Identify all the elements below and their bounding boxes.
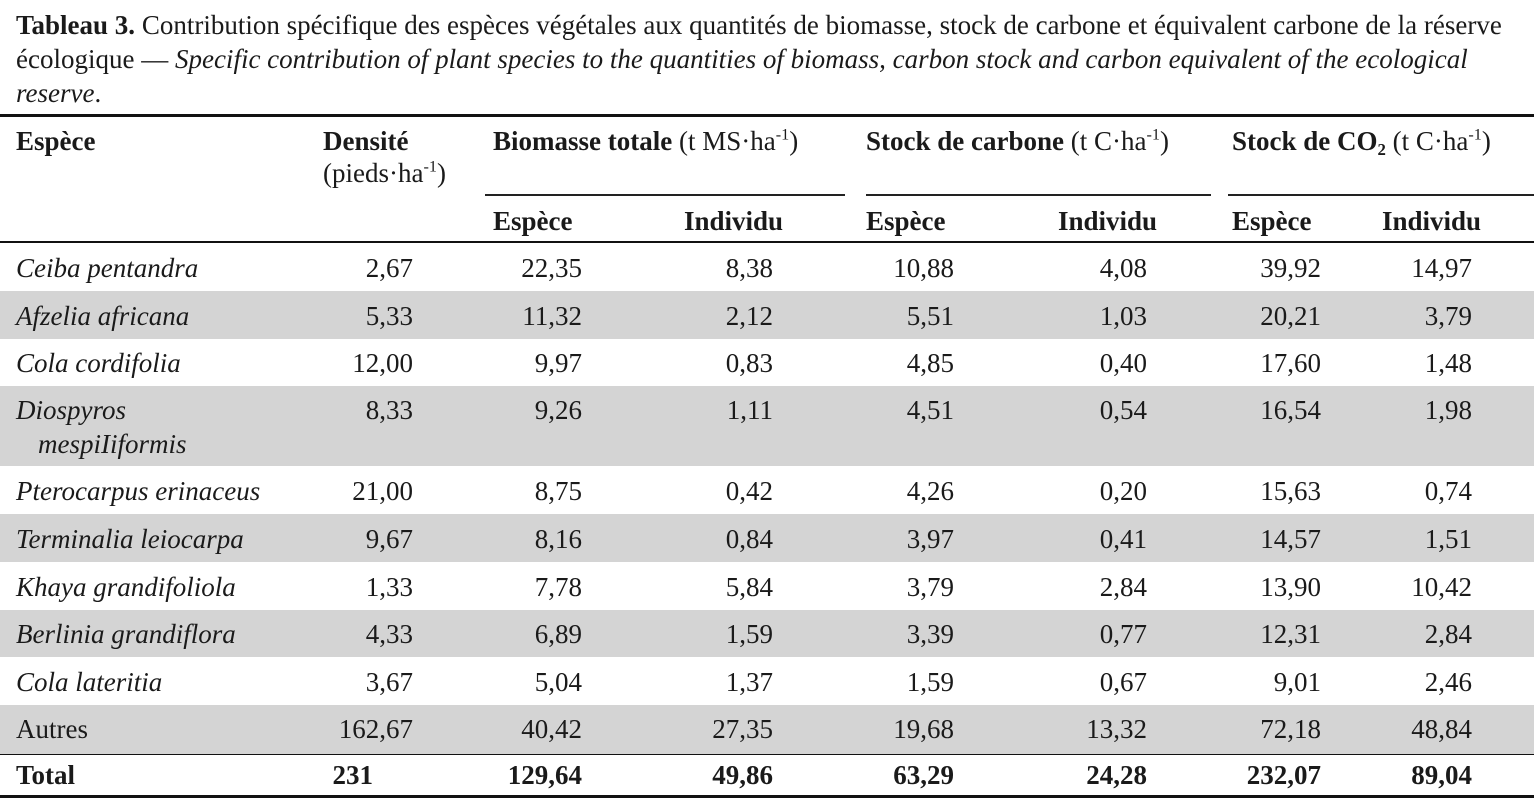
biomass-species-value: 8,16 [534, 524, 582, 554]
biomass-species-value: 40,42 [521, 714, 582, 744]
carbon-individual-value: 0,41 [1099, 524, 1147, 554]
table-row [0, 562, 1534, 610]
total-biomass-individual: 49,86 [712, 760, 773, 790]
header-biomass-species: Espèce [493, 206, 573, 236]
species-name: Khaya grandifoliola [16, 572, 236, 602]
caption-end: . [94, 78, 102, 108]
co2-individual-value: 3,79 [1424, 301, 1472, 331]
density-value: 1,33 [365, 572, 413, 602]
species-name: Terminalia leiocarpa [16, 524, 244, 554]
species-name: Afzelia africana [16, 301, 190, 331]
density-value: 8,33 [365, 395, 413, 425]
table-row [0, 466, 1534, 514]
table-row [0, 243, 1534, 291]
co2-individual-value: 14,97 [1411, 253, 1472, 283]
biomass-species-value: 11,32 [522, 301, 582, 331]
density-value: 4,33 [365, 619, 413, 649]
co2-species-value: 72,18 [1260, 714, 1321, 744]
co2-species-value: 15,63 [1260, 476, 1321, 506]
biomass-species-value: 7,78 [534, 572, 582, 602]
carbon-species-value: 3,79 [906, 572, 954, 602]
carbon-individual-value: 2,84 [1099, 572, 1147, 602]
carbon-individual-value: 0,67 [1099, 667, 1147, 697]
carbon-species-value: 4,26 [906, 476, 954, 506]
biomass-species-value: 9,26 [534, 395, 582, 425]
biomass-species-value: 9,97 [534, 348, 582, 378]
table-top-rule [0, 114, 1534, 117]
carbon-individual-value: 0,20 [1099, 476, 1147, 506]
total-row [0, 755, 1534, 795]
total-label: Total [16, 760, 76, 790]
biomass-species-value: 5,04 [534, 667, 582, 697]
biomass-individual-value: 0,83 [725, 348, 773, 378]
carbon-individual-value: 1,03 [1099, 301, 1147, 331]
co2-individual-value: 2,84 [1424, 619, 1472, 649]
table-row [0, 339, 1534, 386]
biomass-individual-value: 1,59 [725, 619, 773, 649]
species-name: Ceiba pentandra [16, 253, 199, 283]
caption-text-fr: Contribution spécifique des espèces végétales aux quantités de biomasse, stock de carbone et équivalent carbone de la réserve écologique — [16, 10, 1502, 74]
co2-species-value: 12,31 [1260, 619, 1321, 649]
co2-species-value: 20,21 [1260, 301, 1321, 331]
co2-species-value: 13,90 [1260, 572, 1321, 602]
header-density: Densité $(pieds\cdot ha^{-1})$ [323, 126, 446, 188]
caption-label: Tableau 3. [16, 10, 136, 40]
carbon-individual-value: 0,77 [1099, 619, 1147, 649]
species-name: Pterocarpus erinaceus [16, 476, 261, 506]
table-row [0, 705, 1534, 754]
biomass-species-value: 8,75 [534, 476, 582, 506]
table-row [0, 657, 1534, 705]
co2-individual-value: 48,84 [1411, 714, 1472, 744]
total-carbon-species: 63,29 [893, 760, 954, 790]
biomass-individual-value: 5,84 [725, 572, 773, 602]
biomass-individual-value: 8,38 [725, 253, 773, 283]
co2-species-value: 9,01 [1273, 667, 1321, 697]
carbon-species-value: 3,97 [906, 524, 954, 554]
co2-species-value: 17,60 [1260, 348, 1321, 378]
species-name: Autres [16, 714, 88, 744]
species-name: Berlinia grandiflora [16, 619, 236, 649]
density-value: 12,00 [352, 348, 413, 378]
carbon-species-value: 3,39 [906, 619, 954, 649]
co2-species-value: 14,57 [1260, 524, 1321, 554]
table-row [0, 514, 1534, 562]
co2-species-value: 16,54 [1260, 395, 1321, 425]
co2-individual-value: 1,98 [1424, 395, 1472, 425]
header-co2: Stock de $CO_2$ (t $C\cdot ha^{-1}$) [1232, 125, 1491, 160]
header-carbon-individual: Individu [1058, 206, 1158, 236]
density-value: 2,67 [365, 253, 413, 283]
density-value: 5,33 [365, 301, 413, 331]
co2-individual-value: 0,74 [1424, 476, 1472, 506]
header-biomass: Biomasse totale (t $MS\cdot ha^{-1}$) [493, 125, 799, 156]
carbon-species-value: 10,88 [893, 253, 954, 283]
carbon-species-value: 5,51 [906, 301, 954, 331]
density-value: 3,67 [365, 667, 413, 697]
header-carbon-species: Espèce [866, 206, 946, 236]
co2-individual-value: 1,48 [1424, 348, 1472, 378]
carbon-individual-value: 4,08 [1099, 253, 1147, 283]
header-species: Espèce [16, 126, 96, 156]
carbon-individual-value: 13,32 [1086, 714, 1147, 744]
density-value: 162,67 [338, 714, 413, 744]
biomass-individual-value: 27,35 [712, 714, 773, 744]
caption-text-en: Specific contribution of plant species to the quantities of biomass, carbon stock and carbon equivalent of the ecological reserve [16, 44, 1468, 108]
total-density: 231 [332, 760, 373, 790]
total-biomass-species: 129,64 [507, 760, 582, 790]
biomass-species-value: 6,89 [534, 619, 582, 649]
species-name: Cola cordifolia [16, 348, 181, 378]
carbon-species-value: 19,68 [893, 714, 954, 744]
header-biomass-individual: Individu [684, 206, 784, 236]
carbon-species-value: 4,85 [906, 348, 954, 378]
total-carbon-individual: 24,28 [1086, 760, 1147, 790]
co2-group-rule [1228, 194, 1534, 196]
table-caption [16, 8, 1524, 110]
carbon-individual-value: 0,54 [1099, 395, 1147, 425]
density-value: 9,67 [365, 524, 413, 554]
table-bottom-rule [0, 795, 1534, 798]
total-co2-species: 232,07 [1246, 760, 1321, 790]
header-carbon: Stock de carbone (t $C\cdot ha^{-1}$) [866, 125, 1169, 156]
co2-individual-value: 10,42 [1411, 572, 1472, 602]
biomass-individual-value: 0,42 [725, 476, 773, 506]
species-name-line2: mespiIiformis [38, 429, 187, 459]
carbon-species-value: 4,51 [906, 395, 954, 425]
carbon-individual-value: 0,40 [1099, 348, 1147, 378]
biomass-individual-value: 2,12 [725, 301, 773, 331]
carbon-group-rule [866, 194, 1211, 196]
header-co2-individual: Individu [1382, 206, 1482, 236]
total-co2-individual: 89,04 [1411, 760, 1472, 790]
biomass-individual-value: 1,37 [725, 667, 773, 697]
header-co2-species: Espèce [1232, 206, 1312, 236]
biomass-individual-value: 1,11 [726, 395, 773, 425]
table-row [0, 610, 1534, 657]
species-name: Diospyros [16, 395, 127, 425]
density-value: 21,00 [352, 476, 413, 506]
species-name: Cola lateritia [16, 667, 163, 697]
co2-individual-value: 2,46 [1424, 667, 1472, 697]
biomass-individual-value: 0,84 [725, 524, 773, 554]
table-row [0, 291, 1534, 339]
carbon-species-value: 1,59 [906, 667, 954, 697]
biomass-group-rule [485, 194, 845, 196]
co2-species-value: 39,92 [1260, 253, 1321, 283]
biomass-species-value: 22,35 [521, 253, 582, 283]
co2-individual-value: 1,51 [1424, 524, 1472, 554]
table-row [0, 386, 1534, 466]
